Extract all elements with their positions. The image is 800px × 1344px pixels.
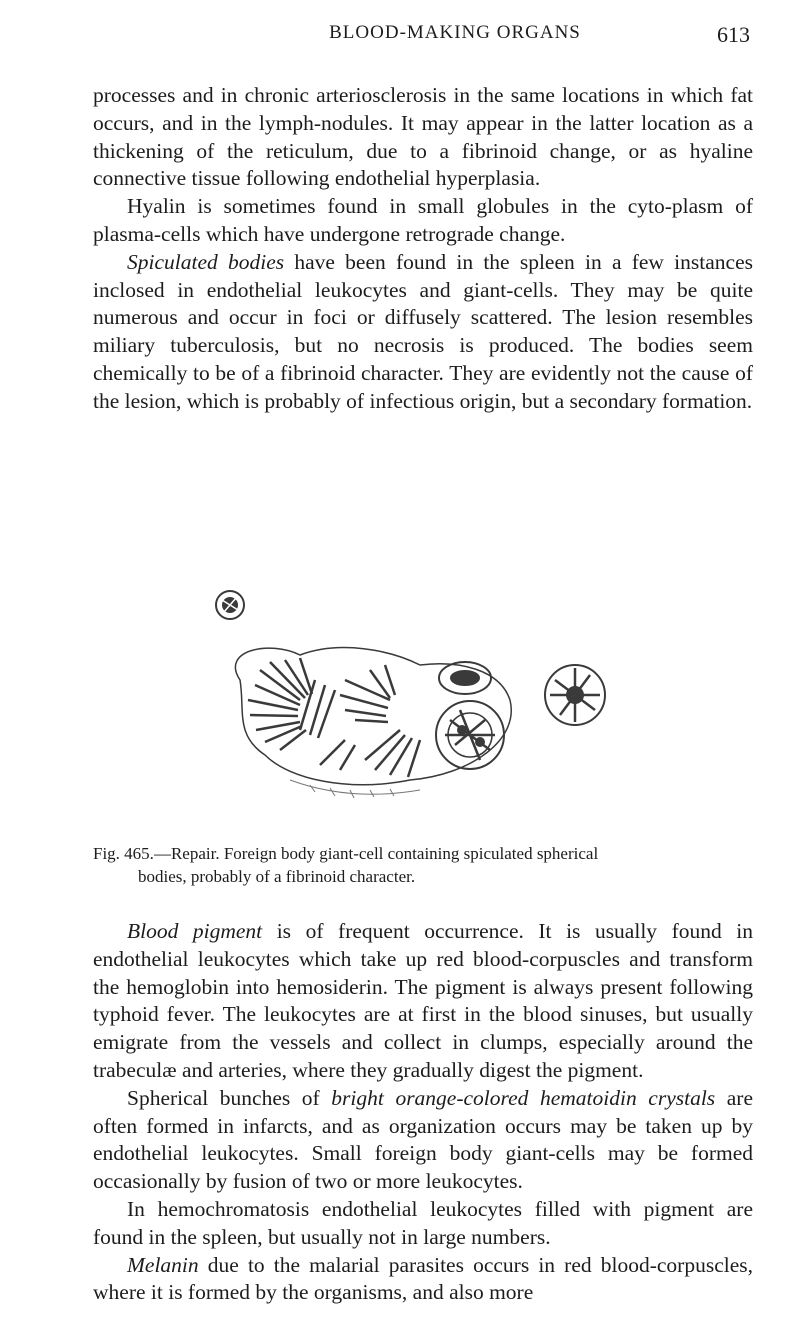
running-head: BLOOD-MAKING ORGANS: [329, 22, 581, 43]
paragraph: [93, 1196, 753, 1252]
paragraph: [93, 193, 753, 249]
paragraph-text: In hemochromatosis endothelial leukocytes filled with pigment are found in the spleen, but usually not in large numbers.: [93, 1196, 753, 1249]
paragraph-text: processes and in chronic arteriosclerosis in the same locations in which fat occurs, and in the lymph-nodules. It may appear in the latter location as a thickening of the reticulum, due to a fibrinoid change, or as hyaline connective tissue following endothelial hyperplasia.: [93, 83, 753, 191]
page-number: 613: [717, 22, 750, 47]
giant-cell-drawing: [150, 570, 650, 805]
paragraph-text: due to the malarial parasites occurs in red blood-corpuscles, where it is formed by the organisms, and also more: [93, 1252, 753, 1305]
small-cell-right: [545, 665, 605, 725]
italic-term: Melanin: [127, 1252, 199, 1277]
caption-text: —Repair. Foreign body giant-cell containing spiculated spherical: [153, 844, 599, 863]
paragraph: [93, 82, 753, 193]
paragraph-text: are often formed in infarcts, and as organization occurs may be taken up by endothelial leukocytes. Small foreign body giant-cells may be formed occasionally by fusion of two or more leukocytes.: [93, 1085, 753, 1194]
figure-illustration: [150, 570, 650, 805]
caption-text-continued: bodies, probably of a fibrinoid character.: [138, 867, 416, 886]
spiculated-body-left: [248, 658, 335, 750]
figure-caption: [93, 842, 753, 888]
small-cell-top: [216, 591, 244, 619]
paragraph-text: have been found in the spleen in a few instances inclosed in endothelial leukocytes and giant-cells. They may be quite numerous and occur in foci or diffusely scattered. The lesion resembles miliary tuberculosis, but no necrosis is produced. The bodies seem chemically to be of a fibrinoid character. They are evidently not the cause of the lesion, which is probably of infectious origin, but a secondary formation.: [93, 249, 753, 413]
paragraph: [93, 1252, 753, 1308]
spiculated-body-center: [320, 665, 420, 777]
paragraph: [93, 249, 753, 416]
paragraph-text: is of frequent occurrence. It is usually found in endothelial leukocytes which take up red blood-corpuscles and transform the hemoglobin into hemosiderin. The pigment is always present following typhoid fever. The leukocytes are at first in the blood sinuses, but usually emigrate from the vessels and collect in clumps, especially around the trabeculæ and arteries, where they gradually digest the pigment.: [93, 919, 754, 1082]
italic-term: Blood pigment: [127, 919, 263, 943]
paragraph: [93, 1085, 753, 1196]
tissue-stipple: [290, 780, 420, 798]
spiculated-body-right: [436, 701, 504, 769]
italic-term: Spiculated bodies: [127, 249, 285, 274]
paragraph: [93, 918, 753, 1085]
paragraph-text-lead: Spherical bunches of: [127, 1085, 332, 1110]
italic-term: bright orange-colored hematoidin crystals: [331, 1085, 716, 1110]
text-block-bottom: [93, 918, 753, 1307]
figure-label: Fig. 465.: [93, 844, 154, 863]
page-header: [160, 22, 750, 52]
paragraph-text: Hyalin is sometimes found in small globules in the cyto-plasm of plasma-cells which have undergone retrograde change.: [93, 194, 753, 246]
text-block-top: [93, 82, 753, 416]
